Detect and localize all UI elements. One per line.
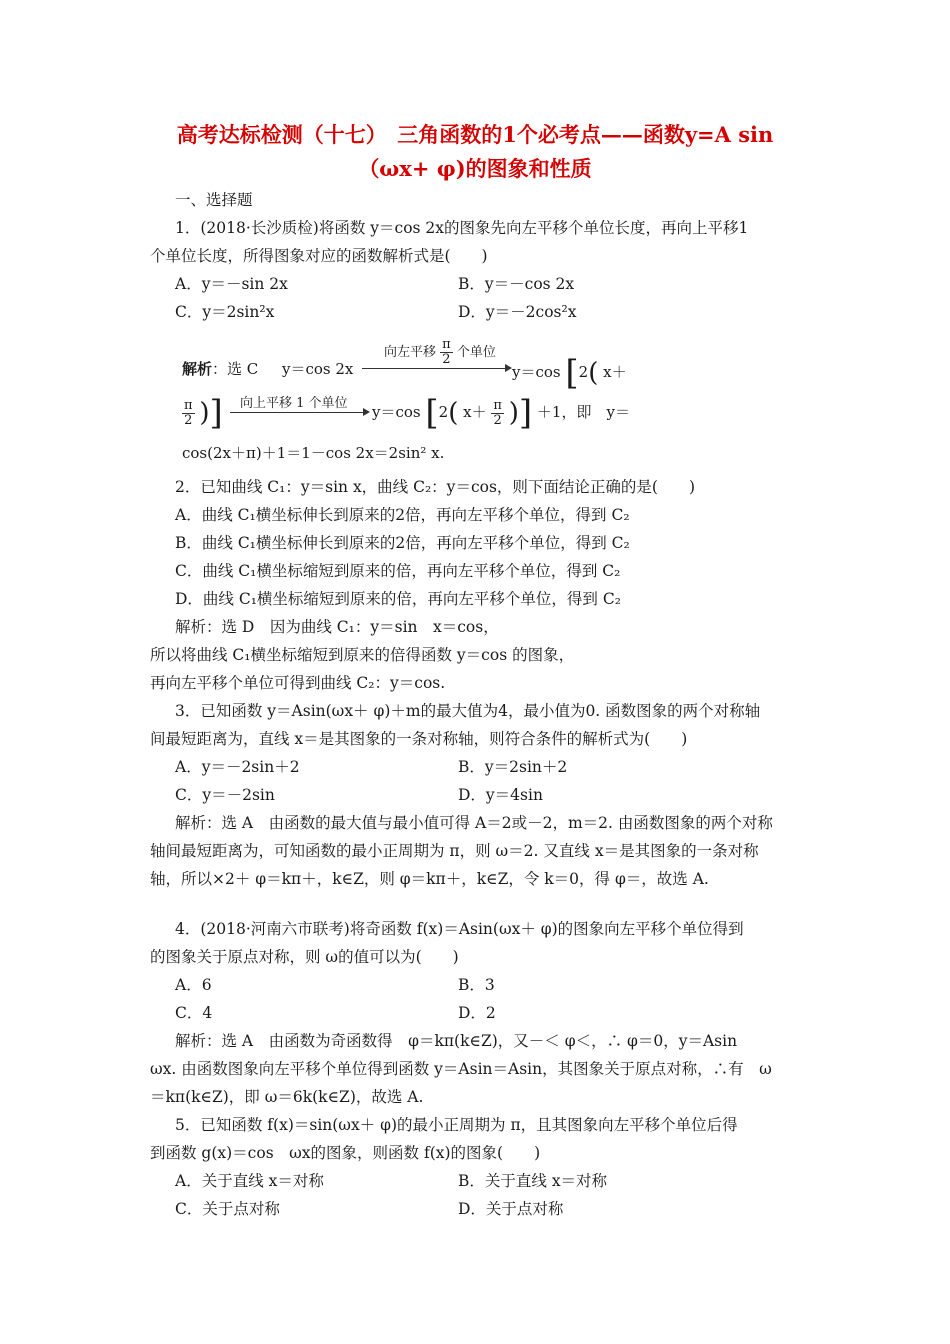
q1-solution-start: y＝cos 2x — [282, 360, 354, 378]
q5-stem-2: 到函数 g(x)＝cos ωx的图象，则函数 f(x)的图象( ) — [150, 1144, 541, 1162]
q1-continuation: $\frac{\pi}{2}$ )] — [184, 393, 223, 433]
q3-option-b: B．y＝2sin＋2 — [458, 758, 568, 776]
q1-result-1: y＝cos [2( x＋ — [512, 353, 627, 393]
arrow1-label: 向左平移 — [384, 345, 437, 360]
q1-option-d: D．y＝－2cos²x — [458, 303, 577, 321]
q5-option-d: D．关于点对称 — [458, 1200, 564, 1218]
q2-option-b: B．曲线 C₁横坐标伸长到原来的2倍，再向左平移个单位，得到 C₂ — [175, 534, 630, 552]
q2-solution-3: 再向左平移个单位可得到曲线 C₂：y＝cos. — [150, 674, 446, 692]
q1-solution-derivation — [150, 337, 650, 470]
q4-solution-1: 解析：选 A 由函数为奇函数得 φ＝kπ(k∈Z)，又－＜ φ＜，∴ φ＝0，y＝Asin — [175, 1032, 738, 1050]
q1-solution-pick: ：选 C — [212, 360, 259, 378]
q2-option-a: A．曲线 C₁横坐标伸长到原来的2倍，再向左平移个单位，得到 C₂ — [175, 506, 630, 524]
q5-option-b: B．关于直线 x＝对称 — [458, 1172, 608, 1190]
title-line-2: （ωx+ φ)的图象和性质 — [358, 156, 592, 181]
q4-option-b: B．3 — [458, 976, 495, 994]
q3-solution-1: 解析：选 A 由函数的最大值与最小值可得 A＝2或－2，m＝2. 由函数图象的两个对称 — [175, 814, 773, 832]
q4-stem-1: 4．(2018·河南六市联考)将奇函数 f(x)＝Asin(ωx＋ φ)的图象向左平移个单位得到 — [175, 920, 744, 938]
q5-option-a: A．关于直线 x＝对称 — [175, 1172, 324, 1190]
q4-option-c: C．4 — [175, 1004, 213, 1022]
q1-stem-2: 个单位长度，所得图象对应的函数解析式是( ) — [150, 247, 488, 265]
arrow1-fraction: $\frac{\pi}{2}$ — [442, 337, 451, 367]
q2-solution-1: 解析：选 D 因为曲线 C₁：y＝sin x＝cos， — [175, 618, 499, 636]
q3-solution-3: 轴，所以×2＋ φ＝kπ＋，k∈Z，则 φ＝kπ＋，k∈Z，令 k＝0，得 φ＝，故选 A. — [150, 870, 709, 888]
q4-option-d: D．2 — [458, 1004, 496, 1022]
q1-final-line: cos(2x＋π)＋1＝1－cos 2x＝2sin² x. — [182, 444, 445, 462]
shift-up-arrow — [230, 392, 370, 422]
q3-option-c: C．y＝－2sin — [175, 786, 275, 804]
q3-option-d: D．y＝4sin — [458, 786, 543, 804]
solution-label: 解析 — [182, 360, 213, 378]
arrow1-tail: 个单位 — [456, 345, 496, 360]
q2-solution-2: 所以将曲线 C₁横坐标缩短到原来的倍得函数 y＝cos 的图象， — [150, 646, 575, 664]
q2-stem: 2．已知曲线 C₁：y＝sin x，曲线 C₂：y＝cos，则下面结论正确的是( ) — [175, 478, 696, 496]
q3-option-a: A．y＝－2sin＋2 — [175, 758, 300, 776]
q3-solution-2: 轴间最短距离为，可知函数的最小正周期为 π，则 ω＝2. 又直线 x＝是其图象的一条对称 — [150, 842, 759, 860]
q4-solution-3: ＝kπ(k∈Z)，即 ω＝6k(k∈Z)，故选 A. — [150, 1088, 424, 1106]
q4-solution-2: ωx. 由函数图象向左平移个单位得到函数 y＝Asin＝Asin，其图象关于原点对称，∴有 ω — [150, 1060, 772, 1078]
q1-solution-intro — [182, 358, 258, 379]
q1-option-a: A．y＝－sin 2x — [175, 275, 288, 293]
q2-option-d: D．曲线 C₁横坐标缩短到原来的倍，再向左平移个单位，得到 C₂ — [175, 590, 621, 608]
q3-stem-2: 间最短距离为，直线 x＝是其图象的一条对称轴，则符合条件的解析式为( ) — [150, 730, 688, 748]
q3-stem-1: 3．已知函数 y＝Asin(ωx＋ φ)＋m的最大值为4，最小值为0. 函数图象的两个对称轴 — [175, 702, 761, 720]
q2-option-c: C．曲线 C₁横坐标缩短到原来的倍，再向左平移个单位，得到 C₂ — [175, 562, 621, 580]
arrow2-label: 向上平移 1 个单位 — [240, 396, 348, 411]
q1-option-c: C．y＝2sin²x — [175, 303, 275, 321]
section-heading: 一、选择题 — [175, 191, 253, 209]
q1-stem-1: 1．(2018·长沙质检)将函数 y＝cos 2x的图象先向左平移个单位长度，再向上平移1 — [175, 219, 749, 237]
pi-over-2-fraction: $\frac{\pi}{2}$ — [184, 397, 193, 428]
shift-left-arrow — [362, 337, 512, 380]
page-title — [140, 118, 810, 186]
q1-result-2: y＝cos [2( x＋ $\frac{\pi}{2}$ )] ＋1，即 y＝ — [372, 393, 630, 433]
title-line-1: 高考达标检测（十七） 三角函数的1个必考点——函数y=A sin — [176, 122, 774, 147]
q4-option-a: A．6 — [175, 976, 212, 994]
q4-stem-2: 的图象关于原点对称，则 ω的值可以为( ) — [150, 948, 459, 966]
q1-option-b: B．y＝－cos 2x — [458, 275, 575, 293]
q5-stem-1: 5．已知函数 f(x)＝sin(ωx＋ φ)的最小正周期为 π，且其图象向左平移个单位后得 — [175, 1116, 738, 1134]
q5-option-c: C．关于点对称 — [175, 1200, 280, 1218]
